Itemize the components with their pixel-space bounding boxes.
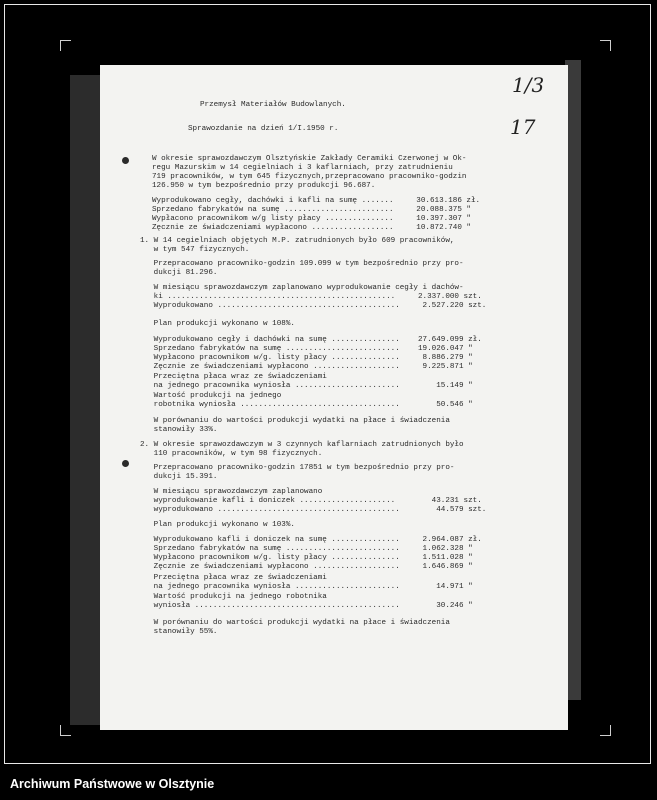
text-line: Zęcznie ze świadczeniami wypłacono .................. 10.872.740 " [152, 224, 471, 232]
text-line: dukcji 81.296. [140, 269, 218, 277]
text-line: Plan produkcji wykonano w 103%. [140, 521, 295, 529]
text-line: Wartość produkcji na jednego robotnika [140, 593, 327, 601]
text-line: W porównaniu do wartości produkcji wydatki na płace i świadczenia [140, 417, 450, 425]
text-line: 719 pracowników, w tym 645 fizycznych,przepracowano pracowniko-godzin [152, 173, 467, 181]
text-line: 1. W 14 cegielniach objętych M.P. zatrudnionych było 609 pracowników, [140, 237, 455, 245]
text-line: 126.950 w tym bezpośrednio przy produkcji 96.687. [152, 182, 376, 190]
document-header: Przemysł Materiałów Budowlanych. [200, 101, 346, 109]
text-line: stanowiły 55%. [140, 628, 218, 636]
text-line: Sprzedano fabrykatów na sumę ......................... 19.026.047 " [140, 345, 473, 353]
document-subtitle: Sprawozdanie na dzień 1/I.1950 r. [188, 125, 339, 133]
text-line: Przepracowano pracowniko-godzin 109.099 w tym bezpośrednio przy pro- [140, 260, 464, 268]
text-line: Przepracowano pracowniko-godzin 17851 w tym bezpośrednio przy pro- [140, 464, 455, 472]
corner-mark [600, 40, 611, 51]
text-line: Wypłacono pracownikom w/g. listy płacy ............... 8.886.279 " [140, 354, 473, 362]
text-line: dukcji 15.391. [140, 473, 218, 481]
text-line: na jednego pracownika wyniosła ....................... 14.971 " [140, 583, 473, 591]
text-line: 2. W okresie sprawozdawczym w 3 czynnych kaflarniach zatrudnionych było [140, 441, 464, 449]
corner-mark [60, 40, 71, 51]
punch-hole [122, 157, 129, 164]
text-line: stanowiły 33%. [140, 426, 218, 434]
text-line: W miesiącu sprawozdawczym zaplanowano [140, 488, 323, 496]
text-line: W okresie sprawozdawczym Olsztyńskie Zakłady Ceramiki Czerwonej w Ok- [152, 155, 467, 163]
document-page [100, 65, 568, 730]
text-line: Wyprodukowano kafli i doniczek na sumę ............... 2.964.087 zł. [140, 536, 482, 544]
corner-mark [600, 725, 611, 736]
archive-label: Archiwum Państwowe w Olsztynie [10, 777, 215, 791]
text-line: 110 pracowników, w tym 98 fizycznych. [140, 450, 323, 458]
text-line: Przeciętna płaca wraz ze świadczeniami [140, 373, 327, 381]
text-line: regu Mazurskim w 14 cegielniach i 3 kaflarniach, przy zatrudnieniu [152, 164, 453, 172]
text-line: robotnika wyniosła ................................... 50.546 " [140, 401, 473, 409]
handwritten-number: 1/3 [512, 73, 545, 97]
text-line: Przeciętna płaca wraz ze świadczeniami [140, 574, 327, 582]
text-line: Wypłacono pracownikom w/g. listy płacy ............... 1.511.028 " [140, 554, 473, 562]
text-line: ki .................................................. 2.337.000 szt. [140, 293, 482, 301]
text-line: Wypłacono pracownikom w/g listy płacy ............... 10.397.307 " [152, 215, 471, 223]
text-line: Wyprodukowano cegły, dachówki i kafli na sumę ....... 30.613.186 zł. [152, 197, 481, 205]
handwritten-number: 17 [510, 115, 536, 139]
text-line: Wyprodukowano cegły i dachówki na sumę ............... 27.649.099 zł. [140, 336, 482, 344]
text-line: wyprodukowanie kafli i doniczek ..................... 43.231 szt. [140, 497, 482, 505]
text-line: Zęcznie ze świadczeniami wypłacono ................... 9.225.871 " [140, 363, 473, 371]
punch-hole [122, 460, 129, 467]
text-line: Zęcznie ze świadczeniami wypłacono ................... 1.646.869 " [140, 563, 473, 571]
text-line: wyprodukowano ........................................ 44.579 szt. [140, 506, 487, 514]
text-line: wyniosła ............................................. 30.246 " [140, 602, 473, 610]
text-line: w tym 547 fizycznych. [140, 246, 250, 254]
text-line: W miesiącu sprawozdawczym zaplanowano wyprodukowanie cegły i dachów- [140, 284, 464, 292]
text-line: na jednego pracownika wyniosła ....................... 15.149 " [140, 382, 473, 390]
text-line: W porównaniu do wartości produkcji wydatki na płace i świadczenia [140, 619, 450, 627]
page-shadow-left [70, 75, 102, 725]
text-line: Sprzedano fabrykatów na sumę ......................... 1.062.328 " [140, 545, 473, 553]
corner-mark [60, 725, 71, 736]
text-line: Plan produkcji wykonano w 108%. [140, 320, 295, 328]
text-line: Sprzedano fabrykatów na sumę ........................ 20.088.375 " [152, 206, 471, 214]
text-line: Wyprodukowano ........................................ 2.527.220 szt. [140, 302, 487, 310]
text-line: Wartość produkcji na jednego [140, 392, 282, 400]
